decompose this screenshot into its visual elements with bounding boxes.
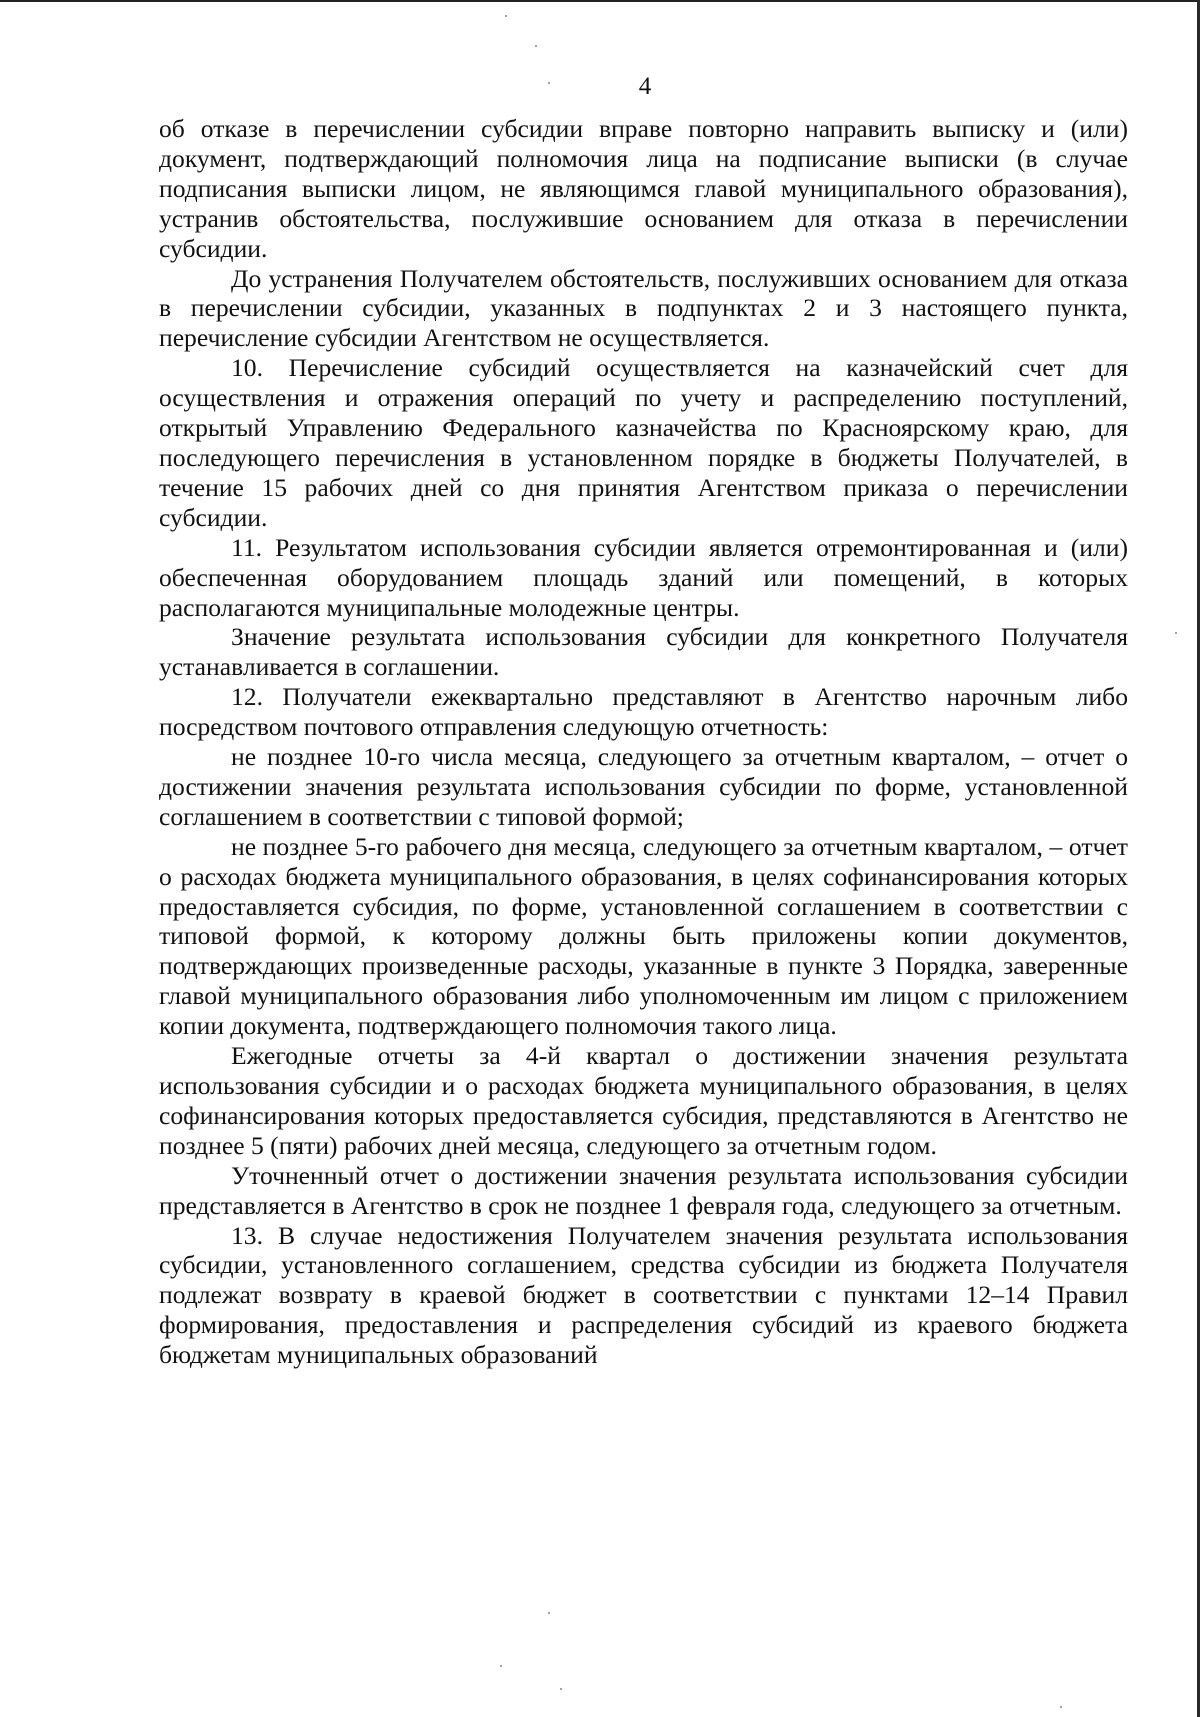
paragraph-item-11: 11. Результатом использования субсидии является отремонтированная и (или) обеспеченная оборудованием площадь зданий или помещений, в которых располагаются муниципальные молодежные центры.: [159, 532, 1128, 622]
scan-speck: [1060, 1706, 1062, 1708]
scan-speck: [500, 1665, 502, 1667]
paragraph-item-13: 13. В случае недостижения Получателем значения результата использования субсидии, установленного соглашением, средства субсидии из бюджета Получателя подлежат возврату в краевой бюджет в соответствии с пунктами 12–14 Правил формирования, предоставления и распределения субсидий из краевого бюджета бюджетам муниципальных образований: [159, 1220, 1128, 1370]
scan-speck: [548, 82, 550, 84]
paragraph: не позднее 10-го числа месяца, следующего за отчетным кварталом, – отчет о достижении значения результата использования субсидии по форме, установленной соглашением в соответствии с типовой формой;: [159, 742, 1128, 831]
paragraph-item-12: 12. Получатели ежеквартально представляют в Агентство нарочным либо посредством почтового отправления следующую отчетность:: [159, 682, 1128, 742]
scan-speck: [548, 1612, 550, 1614]
paragraph-continuation: об отказе в перечислении субсидии вправе повторно направить выписку и (или) документ, подтверждающий полномочия лица на подписание выписки (в случае подписания выписки лицом, не являющимся главой муниципального образования), устранив обстоятельства, послужившие основанием для отказа в перечислении субсидии.: [159, 114, 1128, 263]
scan-edge-top: [0, 0, 1200, 2]
paragraph: Значение результата использования субсидии для конкретного Получателя устанавливается в соглашении.: [159, 622, 1128, 682]
page-number: 4: [638, 73, 652, 100]
paragraph: Ежегодные отчеты за 4-й квартал о достижении значения результата использования субсидии и о расходах бюджета муниципального образования, в целях софинансирования которых предоставляется субсидия, представляются в Агентство не позднее 5 (пяти) рабочих дней месяца, следующего за отчетным годом.: [159, 1041, 1128, 1160]
scan-speck: [535, 45, 537, 47]
document-body: [159, 114, 1128, 1370]
scan-speck: [560, 1688, 562, 1690]
paragraph: До устранения Получателем обстоятельств, послуживших основанием для отказа в перечислении субсидии, указанных в подпунктах 2 и 3 настоящего пункта, перечисление субсидии Агентством не осуществляется.: [159, 263, 1128, 353]
scan-speck: [1175, 632, 1177, 634]
paragraph-item-10: 10. Перечисление субсидий осуществляется на казначейский счет для осуществления и отражения операций по учету и распределению поступлений, открытый Управлению Федерального казначейства по Красноярскому краю, для последующего перечисления в установленном порядке в бюджеты Получателей, в течение 15 рабочих дней со дня принятия Агентством приказа о перечислении субсидии.: [159, 353, 1128, 532]
scan-speck: [505, 15, 507, 17]
paragraph: не позднее 5-го рабочего дня месяца, следующего за отчетным кварталом, – отчет о расходах бюджета муниципального образования, в целях софинансирования которых предоставляется субсидия, по форме, установленной соглашением в соответствии с типовой формой, к которому должны быть приложены копии документов, подтверждающих произведенные расходы, указанные в пункте 3 Порядка, заверенные главой муниципального образования либо уполномоченным им лицом с приложением копии документа, подтверждающего полномочия такого лица.: [159, 831, 1128, 1041]
paragraph: Уточненный отчет о достижении значения результата использования субсидии представляется в Агентство в срок не позднее 1 февраля года, следующего за отчетным.: [159, 1160, 1128, 1220]
